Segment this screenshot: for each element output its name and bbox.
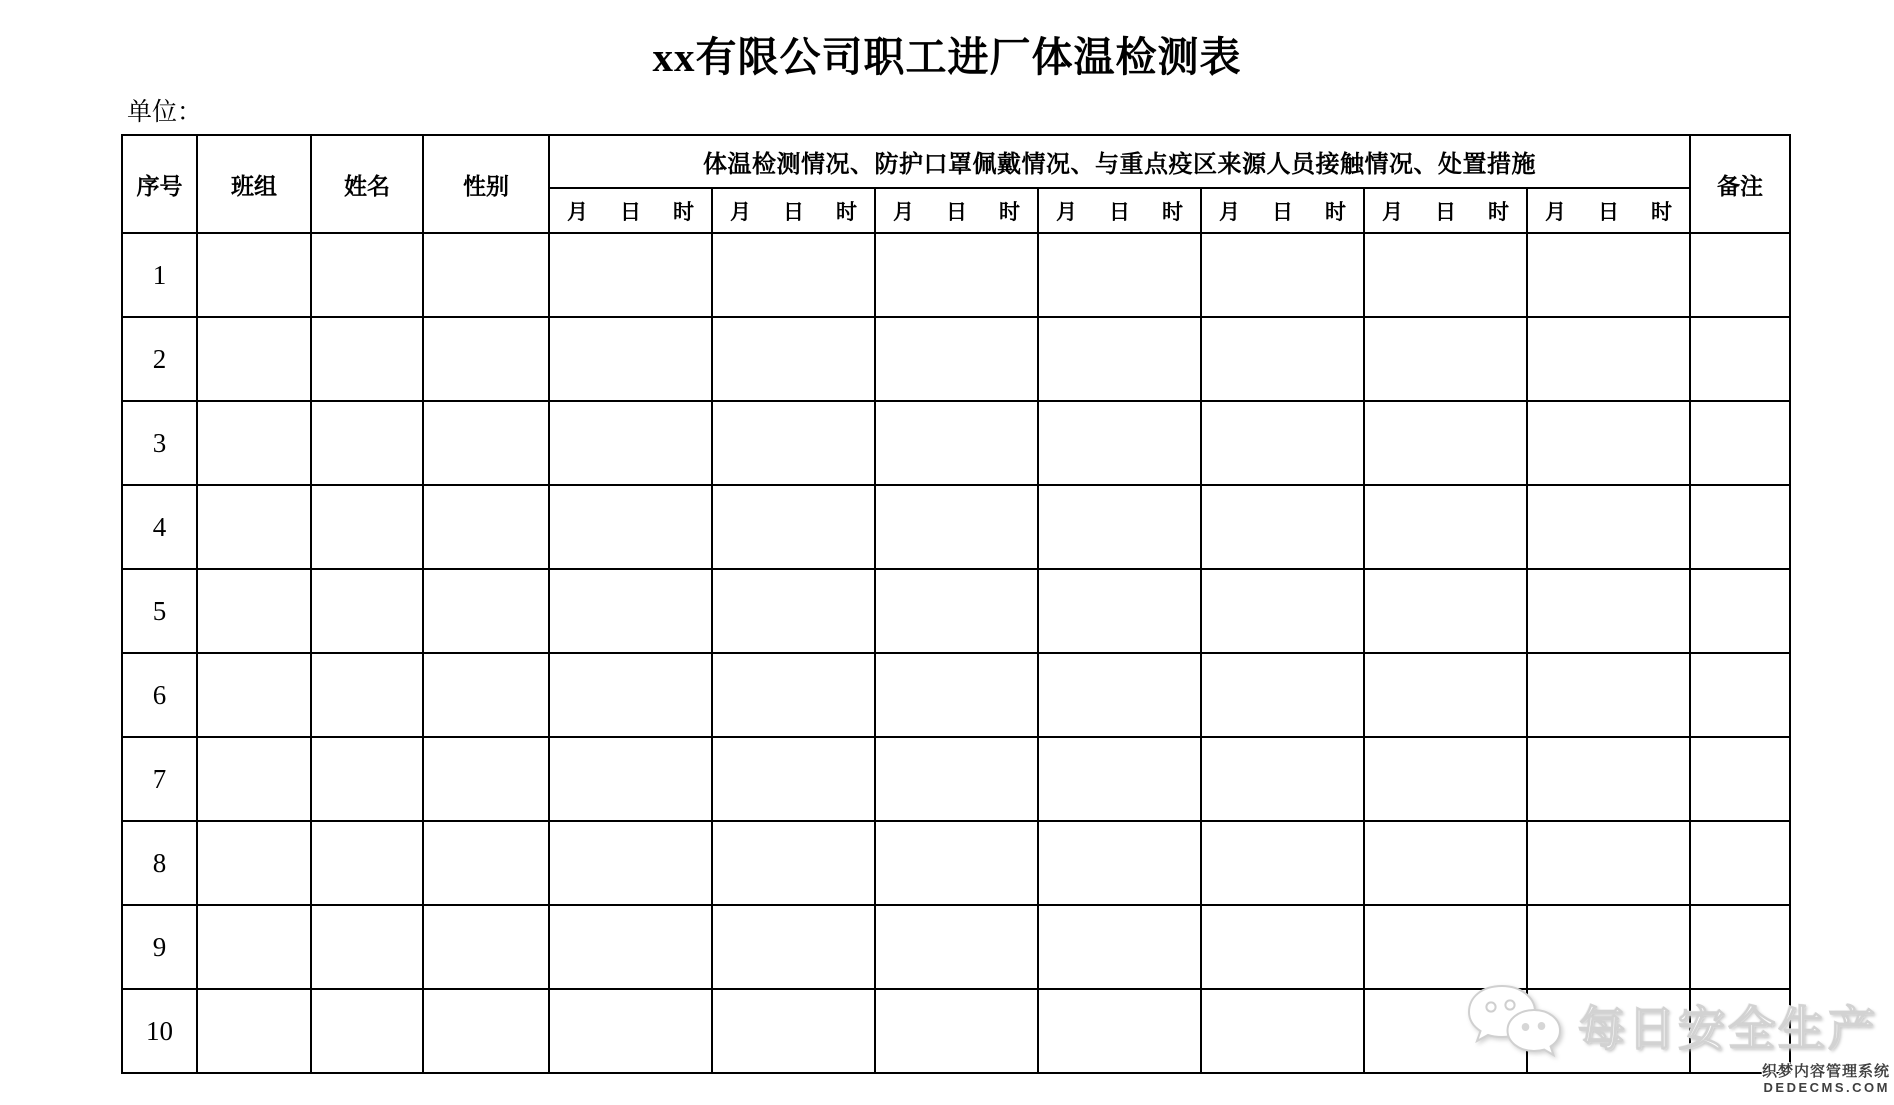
time-part-label: 时 xyxy=(1325,199,1346,224)
time-part-label: 日 xyxy=(1598,199,1619,224)
row-number-cell: 1 xyxy=(122,233,197,317)
time-subheader-cell xyxy=(549,188,712,233)
empty-form-cell xyxy=(549,989,712,1073)
empty-form-cell xyxy=(549,233,712,317)
empty-form-cell xyxy=(423,401,549,485)
empty-form-cell xyxy=(1690,317,1790,401)
empty-form-cell xyxy=(1038,401,1201,485)
empty-form-cell xyxy=(1201,989,1364,1073)
time-part-label: 月 xyxy=(1056,199,1077,224)
empty-form-cell xyxy=(311,233,423,317)
empty-form-cell xyxy=(712,989,875,1073)
empty-form-cell xyxy=(1038,317,1201,401)
empty-form-cell xyxy=(1364,737,1527,821)
time-part-label: 时 xyxy=(673,199,694,224)
empty-form-cell xyxy=(1690,653,1790,737)
col-header-name: 姓名 xyxy=(311,135,423,233)
empty-form-cell xyxy=(1527,485,1690,569)
empty-form-cell xyxy=(1364,401,1527,485)
row-number-cell: 8 xyxy=(122,821,197,905)
empty-form-cell xyxy=(311,653,423,737)
empty-form-cell xyxy=(423,485,549,569)
empty-form-cell xyxy=(1527,317,1690,401)
table-row xyxy=(122,233,1790,317)
empty-form-cell xyxy=(311,485,423,569)
table-body xyxy=(122,233,1790,1073)
table-row xyxy=(122,821,1790,905)
empty-form-cell xyxy=(197,737,311,821)
empty-form-cell xyxy=(197,317,311,401)
time-part-label: 时 xyxy=(1651,199,1672,224)
page-title: xx有限公司职工进厂体温检测表 xyxy=(652,34,1242,80)
empty-form-cell xyxy=(1038,653,1201,737)
empty-form-cell xyxy=(1201,821,1364,905)
empty-form-cell xyxy=(1364,233,1527,317)
empty-form-cell xyxy=(712,569,875,653)
empty-form-cell xyxy=(549,737,712,821)
time-part-label: 日 xyxy=(1435,199,1456,224)
table-row xyxy=(122,317,1790,401)
empty-form-cell xyxy=(197,233,311,317)
time-part-label: 时 xyxy=(1488,199,1509,224)
empty-form-cell xyxy=(311,905,423,989)
empty-form-cell xyxy=(197,905,311,989)
row-number-cell: 9 xyxy=(122,905,197,989)
cms-badge xyxy=(1700,1064,1890,1095)
empty-form-cell xyxy=(712,485,875,569)
col-header-seq: 序号 xyxy=(122,135,197,233)
temperature-check-table xyxy=(121,134,1791,1074)
table-row xyxy=(122,569,1790,653)
empty-form-cell xyxy=(1038,821,1201,905)
empty-form-cell xyxy=(549,569,712,653)
empty-form-cell xyxy=(1201,737,1364,821)
time-part-label: 日 xyxy=(620,199,641,224)
row-number-cell: 3 xyxy=(122,401,197,485)
empty-form-cell xyxy=(423,821,549,905)
empty-form-cell xyxy=(712,233,875,317)
empty-form-cell xyxy=(1690,401,1790,485)
empty-form-cell xyxy=(1364,821,1527,905)
row-number-cell: 7 xyxy=(122,737,197,821)
empty-form-cell xyxy=(1364,653,1527,737)
empty-form-cell xyxy=(712,737,875,821)
row-number-cell: 5 xyxy=(122,569,197,653)
time-part-label: 时 xyxy=(1162,199,1183,224)
time-part-label: 日 xyxy=(1109,199,1130,224)
time-part-label: 月 xyxy=(1382,199,1403,224)
empty-form-cell xyxy=(197,821,311,905)
empty-form-cell xyxy=(423,233,549,317)
empty-form-cell xyxy=(1690,233,1790,317)
empty-form-cell xyxy=(1038,569,1201,653)
time-part-label: 月 xyxy=(893,199,914,224)
table-row xyxy=(122,401,1790,485)
time-part-label: 时 xyxy=(836,199,857,224)
empty-form-cell xyxy=(1201,653,1364,737)
time-part-label: 日 xyxy=(783,199,804,224)
empty-form-cell xyxy=(1527,821,1690,905)
empty-form-cell xyxy=(1527,569,1690,653)
empty-form-cell xyxy=(311,737,423,821)
empty-form-cell xyxy=(712,401,875,485)
empty-form-cell xyxy=(875,821,1038,905)
empty-form-cell xyxy=(197,485,311,569)
empty-form-cell xyxy=(875,569,1038,653)
empty-form-cell xyxy=(423,569,549,653)
row-number-cell: 10 xyxy=(122,989,197,1073)
col-header-team: 班组 xyxy=(197,135,311,233)
header-row-main xyxy=(122,135,1790,188)
col-header-remark: 备注 xyxy=(1690,135,1790,233)
empty-form-cell xyxy=(1527,233,1690,317)
empty-form-cell xyxy=(197,653,311,737)
empty-form-cell xyxy=(1364,905,1527,989)
empty-form-cell xyxy=(1690,737,1790,821)
empty-form-cell xyxy=(1364,317,1527,401)
empty-form-cell xyxy=(549,485,712,569)
empty-form-cell xyxy=(875,233,1038,317)
empty-form-cell xyxy=(423,737,549,821)
time-subheader-cell xyxy=(712,188,875,233)
empty-form-cell xyxy=(423,989,549,1073)
empty-form-cell xyxy=(875,989,1038,1073)
table-row xyxy=(122,737,1790,821)
empty-form-cell xyxy=(1201,317,1364,401)
empty-form-cell xyxy=(1201,569,1364,653)
empty-form-cell xyxy=(1527,737,1690,821)
empty-form-cell xyxy=(1690,821,1790,905)
time-subheader-cell xyxy=(1364,188,1527,233)
empty-form-cell xyxy=(311,821,423,905)
empty-form-cell xyxy=(549,317,712,401)
empty-form-cell xyxy=(311,401,423,485)
empty-form-cell xyxy=(423,317,549,401)
watermark xyxy=(1462,982,1878,1069)
empty-form-cell xyxy=(1527,905,1690,989)
watermark-label: 每日安全生产 xyxy=(1578,1002,1878,1055)
empty-form-cell xyxy=(1038,233,1201,317)
empty-form-cell xyxy=(875,905,1038,989)
empty-form-cell xyxy=(712,317,875,401)
time-part-label: 时 xyxy=(999,199,1020,224)
time-part-label: 月 xyxy=(1545,199,1566,224)
empty-form-cell xyxy=(197,569,311,653)
empty-form-cell xyxy=(1364,569,1527,653)
empty-form-cell xyxy=(1038,737,1201,821)
empty-form-cell xyxy=(1038,989,1201,1073)
time-part-label: 月 xyxy=(730,199,751,224)
empty-form-cell xyxy=(423,905,549,989)
empty-form-cell xyxy=(1038,905,1201,989)
time-subheader-cell xyxy=(1038,188,1201,233)
table-row xyxy=(122,653,1790,737)
empty-form-cell xyxy=(1690,485,1790,569)
col-header-merged: 体温检测情况、防护口罩佩戴情况、与重点疫区来源人员接触情况、处置措施 xyxy=(549,135,1690,188)
empty-form-cell xyxy=(1364,485,1527,569)
empty-form-cell xyxy=(549,401,712,485)
empty-form-cell xyxy=(712,653,875,737)
empty-form-cell xyxy=(1201,233,1364,317)
empty-form-cell xyxy=(875,653,1038,737)
empty-form-cell xyxy=(875,737,1038,821)
empty-form-cell xyxy=(311,989,423,1073)
table-row xyxy=(122,905,1790,989)
cms-badge-line2: DEDECMS.COM xyxy=(1763,1079,1890,1095)
empty-form-cell xyxy=(311,317,423,401)
time-subheader-cell xyxy=(1527,188,1690,233)
empty-form-cell xyxy=(712,905,875,989)
wechat-icon xyxy=(1462,982,1568,1069)
time-part-label: 日 xyxy=(1272,199,1293,224)
empty-form-cell xyxy=(1201,905,1364,989)
cms-badge-line1: 织梦内容管理系统 xyxy=(1761,1063,1890,1080)
empty-form-cell xyxy=(1038,485,1201,569)
row-number-cell: 4 xyxy=(122,485,197,569)
empty-form-cell xyxy=(1690,569,1790,653)
empty-form-cell xyxy=(1690,905,1790,989)
empty-form-cell xyxy=(549,905,712,989)
empty-form-cell xyxy=(549,653,712,737)
empty-form-cell xyxy=(875,485,1038,569)
time-part-label: 月 xyxy=(567,199,588,224)
time-part-label: 月 xyxy=(1219,199,1240,224)
time-subheader-cell xyxy=(875,188,1038,233)
empty-form-cell xyxy=(197,401,311,485)
time-subheader-cell xyxy=(1201,188,1364,233)
row-number-cell: 6 xyxy=(122,653,197,737)
table-row xyxy=(122,485,1790,569)
unit-label: 单位： xyxy=(127,99,203,126)
empty-form-cell xyxy=(311,569,423,653)
empty-form-cell xyxy=(1527,401,1690,485)
empty-form-cell xyxy=(1527,653,1690,737)
col-header-gender: 性别 xyxy=(423,135,549,233)
empty-form-cell xyxy=(1201,485,1364,569)
time-part-label: 日 xyxy=(946,199,967,224)
empty-form-cell xyxy=(549,821,712,905)
empty-form-cell xyxy=(197,989,311,1073)
row-number-cell: 2 xyxy=(122,317,197,401)
empty-form-cell xyxy=(875,317,1038,401)
empty-form-cell xyxy=(423,653,549,737)
empty-form-cell xyxy=(875,401,1038,485)
empty-form-cell xyxy=(1201,401,1364,485)
empty-form-cell xyxy=(712,821,875,905)
